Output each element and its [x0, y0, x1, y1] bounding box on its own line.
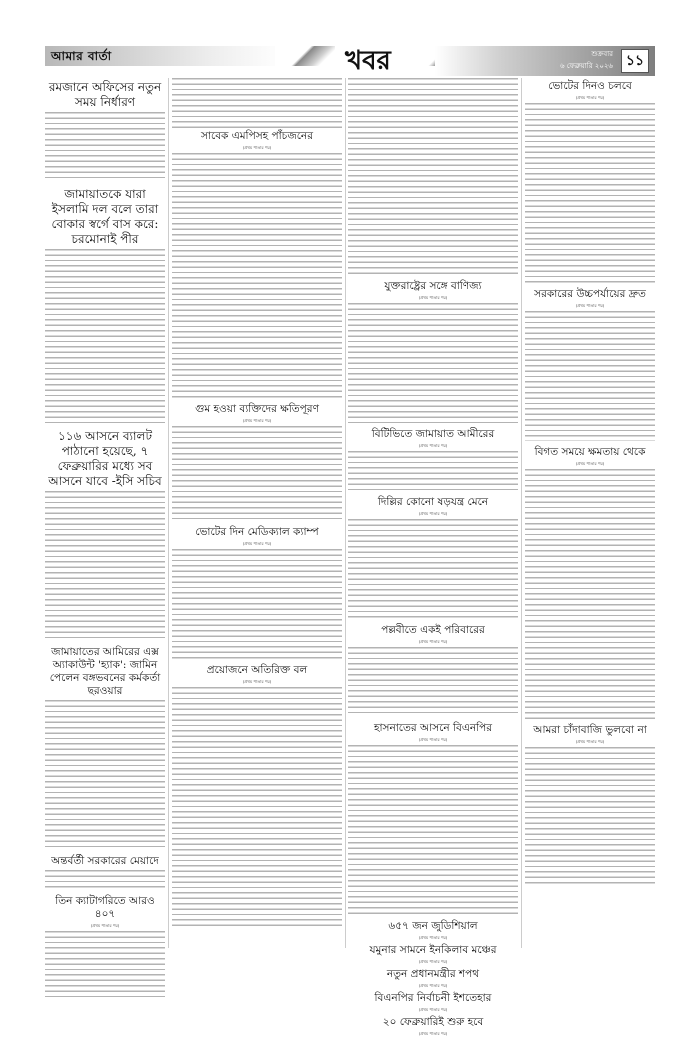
- article-body: [348, 745, 518, 915]
- byline: (প্রথম পাতার পর): [575, 95, 605, 100]
- headline: সরকারের উচ্চপর্যায়ের দ্রুত: [534, 288, 646, 300]
- newspaper-logo: আমার বার্তা: [51, 49, 112, 63]
- byline: (প্রথম পাতার পর): [418, 511, 448, 516]
- article: [348, 496, 518, 619]
- byline: (প্রথম পাতার পর): [418, 983, 448, 988]
- article-body: [348, 647, 518, 717]
- byline: (প্রথম পাতার পর): [242, 145, 272, 150]
- article: [525, 446, 655, 719]
- byline: (প্রথম পাতার পর): [418, 639, 448, 644]
- byline: (প্রথম পাতার পর): [418, 737, 448, 742]
- byline: (প্রথম পাতার পর): [418, 1007, 448, 1012]
- article: [525, 288, 655, 441]
- header-day: শুক্রবার: [591, 50, 613, 58]
- byline: (প্রথম পাতার পর): [575, 461, 605, 466]
- byline: (প্রথম পাতার পর): [575, 739, 605, 744]
- headline: যমুনার সামনে ইনকিলাব মঞ্চের: [369, 944, 497, 956]
- column-3: [348, 78, 518, 1036]
- byline: (প্রথম পাতার পর): [242, 541, 272, 546]
- byline: (প্রথম পাতার পর): [418, 1031, 448, 1036]
- article-body: [45, 249, 165, 424]
- article: [45, 895, 165, 1001]
- headline: যুক্তরাষ্ট্রের সঙ্গে বাণিজ্য: [384, 280, 482, 292]
- byline: (প্রথম পাতার পর): [242, 679, 272, 684]
- byline: (প্রথম পাতার পর): [242, 418, 272, 423]
- article-body: [45, 870, 165, 890]
- article-body: [172, 687, 342, 927]
- article-body: [348, 519, 518, 619]
- article-body: [525, 747, 655, 887]
- headline: সাবেক এমপিসহ পাঁচজনের: [201, 130, 313, 142]
- article: [45, 855, 165, 890]
- article-body: [172, 78, 342, 128]
- header-date: ৬ ফেব্রুয়ারি ২০২৬: [560, 62, 613, 70]
- article: [525, 80, 655, 283]
- article-body: [348, 303, 518, 423]
- headline: জামায়াতের আমিরের এক্স অ্যাকাউন্ট 'হ্যাক': জামিন পেলেন বঙ্গভবনের কর্মকর্তা ছরওয়ার: [49, 646, 161, 697]
- article-body: [525, 103, 655, 283]
- article-body: [172, 549, 342, 659]
- article-body: [172, 153, 342, 398]
- article-body: [45, 491, 165, 641]
- headline: ১১৬ আসনে ব্যালট পাঠানো হয়েছে, ৭ ফেব্রুয়ারির মধ্যে সব আসনে যাবে -ইসি সচিব: [48, 429, 162, 488]
- byline: (প্রথম পাতার পর): [418, 935, 448, 940]
- article: [348, 428, 518, 491]
- page-header: [45, 46, 655, 76]
- article: [348, 920, 518, 1038]
- column-4: [525, 78, 655, 978]
- column-divider: [345, 78, 346, 948]
- header-left-band: [45, 46, 285, 66]
- column-divider: [521, 78, 522, 948]
- article: [525, 724, 655, 887]
- headline: দিল্লির কোনো ষড়যন্ত্র মেনে: [377, 496, 489, 508]
- headline: বিএনপির নির্বাচনী ইশতেহার: [374, 992, 492, 1004]
- headline: ভোটের দিন মেডিক্যাল ক্যাম্প: [195, 526, 319, 538]
- byline: (প্রথম পাতার পর): [418, 959, 448, 964]
- article: [172, 130, 342, 398]
- article: [172, 526, 342, 659]
- page-number: ১১: [621, 49, 649, 73]
- article-body: [45, 931, 165, 1001]
- article: [45, 80, 165, 182]
- section-title: খবর: [345, 46, 391, 76]
- article-body: [45, 700, 165, 850]
- article: [45, 646, 165, 850]
- article-body: [525, 469, 655, 719]
- headline: পল্লবীতে একই পরিবারের: [381, 624, 485, 636]
- header-wedge-left: [275, 46, 335, 66]
- byline: (প্রথম পাতার পর): [418, 443, 448, 448]
- byline: (প্রথম পাতার পর): [418, 295, 448, 300]
- article-body: [348, 451, 518, 491]
- headline: নতুন প্রধানমন্ত্রীর শপথ: [386, 968, 480, 980]
- headline: গুম হওয়া ব্যক্তিদের ক্ষতিপূরণ: [195, 403, 319, 415]
- byline: (প্রথম পাতার পর): [575, 303, 605, 308]
- headline: বিটিভিতে জামায়াত আমীরের: [371, 428, 495, 440]
- headline: অন্তর্বর্তী সরকারের মেয়াদে: [51, 855, 159, 867]
- article: [348, 722, 518, 915]
- byline: (প্রথম পাতার পর): [90, 923, 120, 928]
- article: [348, 280, 518, 423]
- column-2: [172, 78, 342, 958]
- column-1: [45, 78, 165, 948]
- article-body: [525, 311, 655, 441]
- article-body: [45, 112, 165, 182]
- headline: হাসনাতের আসনে বিএনপির: [373, 722, 493, 734]
- headline: ভোটের দিনও চলবে: [548, 80, 632, 92]
- headline: তিন ক্যাটাগরিতে আরও ৪০৭: [55, 895, 155, 920]
- headline: বিগত সময়ে ক্ষমতায় থেকে: [534, 446, 646, 458]
- headline: রমজানে অফিসের নতুন সময় নির্ধারণ: [48, 80, 162, 109]
- headline: প্রয়োজনে অতিরিক্ত বল: [206, 664, 308, 676]
- article-body: [348, 78, 518, 278]
- column-divider: [168, 78, 169, 948]
- article: [45, 187, 165, 424]
- article: [45, 429, 165, 641]
- article: [172, 403, 342, 521]
- article-body: [172, 426, 342, 521]
- headline: আমরা চাঁদাবাজি ভুলবো না: [533, 724, 647, 736]
- header-right-band: [435, 46, 655, 76]
- article: [172, 664, 342, 927]
- article: [348, 624, 518, 717]
- headline: ৬৫৭ জন জুডিশিয়াল: [388, 920, 478, 932]
- headline: ২০ ফেব্রুয়ারিই শুরু হবে: [382, 1016, 484, 1028]
- headline: জামায়াতকে যারা ইসলামি দল বলে তারা বোকার স্বর্গে বাস করে: চরমোনাই পীর: [51, 187, 159, 246]
